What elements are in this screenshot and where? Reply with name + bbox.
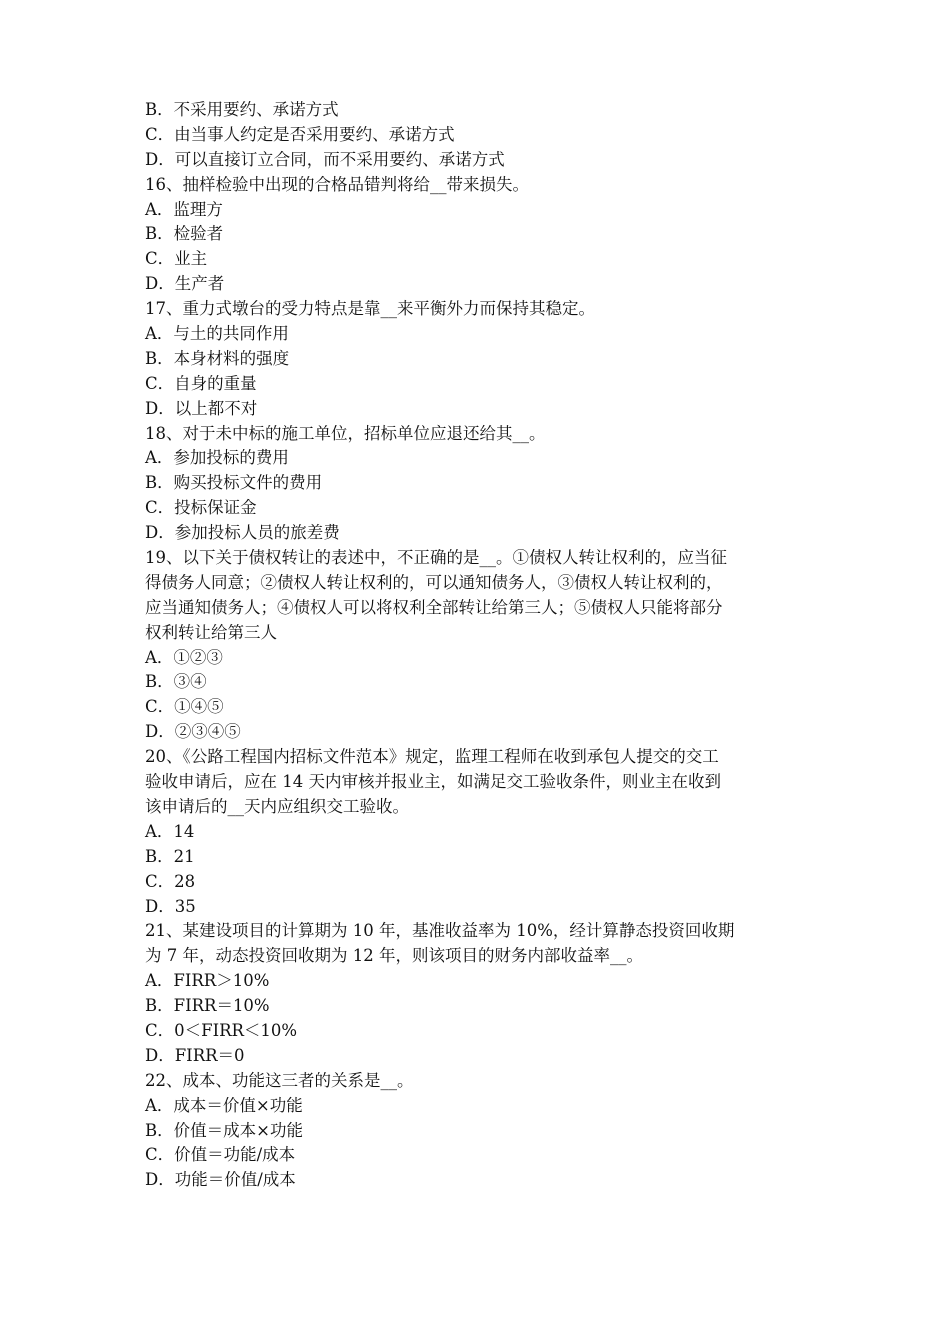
question-19-line-3: 应当通知债务人；④债权人可以将权利全部转让给第三人；⑤债权人只能将部分 bbox=[145, 597, 723, 617]
option-c-q20: C．28 bbox=[145, 871, 196, 891]
option-b-q22: B．价值＝成本×功能 bbox=[145, 1120, 303, 1140]
option-c-q16: C．业主 bbox=[145, 249, 208, 269]
question-19-line-4: 权利转让给第三人 bbox=[145, 622, 277, 642]
option-d-q16: D．生产者 bbox=[145, 274, 225, 294]
option-b-q15: B．不采用要约、承诺方式 bbox=[145, 100, 339, 119]
option-a-q18: A．参加投标的费用 bbox=[145, 448, 289, 468]
option-c-q22: C．价值＝功能/成本 bbox=[145, 1145, 296, 1165]
question-20-line-2: 验收申请后，应在 14 天内审核并报业主，如满足交工验收条件，则业主在收到 bbox=[145, 772, 721, 792]
question-17: 17、重力式墩台的受力特点是靠__来平衡外力而保持其稳定。 bbox=[145, 299, 595, 319]
question-20-line-1: 20、《公路工程国内招标文件范本》规定，监理工程师在收到承包人提交的交工 bbox=[145, 747, 719, 767]
option-c-q19: C．①④⑤ bbox=[145, 697, 224, 717]
option-c-q15: C．由当事人约定是否采用要约、承诺方式 bbox=[145, 124, 455, 144]
option-c-q17: C．自身的重量 bbox=[145, 373, 257, 393]
question-19-line-2: 得债务人同意；②债权人转让权利的，可以通知债务人，③债权人转让权利的， bbox=[145, 572, 723, 592]
question-20-line-3: 该申请后的__天内应组织交工验收。 bbox=[145, 796, 409, 816]
option-d-q20: D．35 bbox=[145, 896, 196, 916]
option-a-q19: A．①②③ bbox=[145, 647, 223, 667]
option-d-q22: D．功能＝价值/成本 bbox=[145, 1170, 296, 1190]
option-b-q20: B．21 bbox=[145, 846, 195, 866]
option-a-q21: A．FIRR＞10% bbox=[145, 971, 270, 991]
option-d-q21: D．FIRR＝0 bbox=[145, 1045, 245, 1065]
option-b-q19: B．③④ bbox=[145, 672, 207, 692]
option-d-q18: D．参加投标人员的旅差费 bbox=[145, 523, 340, 543]
question-22: 22、成本、功能这三者的关系是__。 bbox=[145, 1070, 414, 1090]
question-16: 16、抽样检验中出现的合格品错判将给__带来损失。 bbox=[145, 174, 529, 194]
option-b-q17: B．本身材料的强度 bbox=[145, 348, 290, 368]
document-page bbox=[145, 98, 815, 1193]
option-a-q17: A．与土的共同作用 bbox=[145, 324, 289, 344]
option-a-q20: A．14 bbox=[145, 821, 195, 841]
option-a-q22: A．成本＝价值×功能 bbox=[145, 1095, 303, 1115]
option-b-q16: B．检验者 bbox=[145, 224, 224, 244]
question-18: 18、对于未中标的施工单位，招标单位应退还给其__。 bbox=[145, 423, 546, 443]
question-21-line-2: 为 7 年，动态投资回收期为 12 年，则该项目的财务内部收益率__。 bbox=[145, 946, 643, 966]
option-d-q15: D．可以直接订立合同，而不采用要约、承诺方式 bbox=[145, 149, 505, 169]
option-b-q18: B．购买投标文件的费用 bbox=[145, 473, 323, 493]
option-d-q17: D．以上都不对 bbox=[145, 398, 258, 418]
option-d-q19: D．②③④⑤ bbox=[145, 722, 241, 742]
option-b-q21: B．FIRR＝10% bbox=[145, 996, 270, 1016]
question-21-line-1: 21、某建设项目的计算期为 10 年，基准收益率为 10%，经计算静态投资回收期 bbox=[145, 921, 735, 941]
option-c-q21: C．0＜FIRR＜10% bbox=[145, 1020, 298, 1040]
question-19-line-1: 19、以下关于债权转让的表述中，不正确的是__。①债权人转让权利的，应当征 bbox=[145, 548, 727, 568]
option-a-q16: A．监理方 bbox=[145, 199, 223, 219]
option-c-q18: C．投标保证金 bbox=[145, 498, 257, 518]
